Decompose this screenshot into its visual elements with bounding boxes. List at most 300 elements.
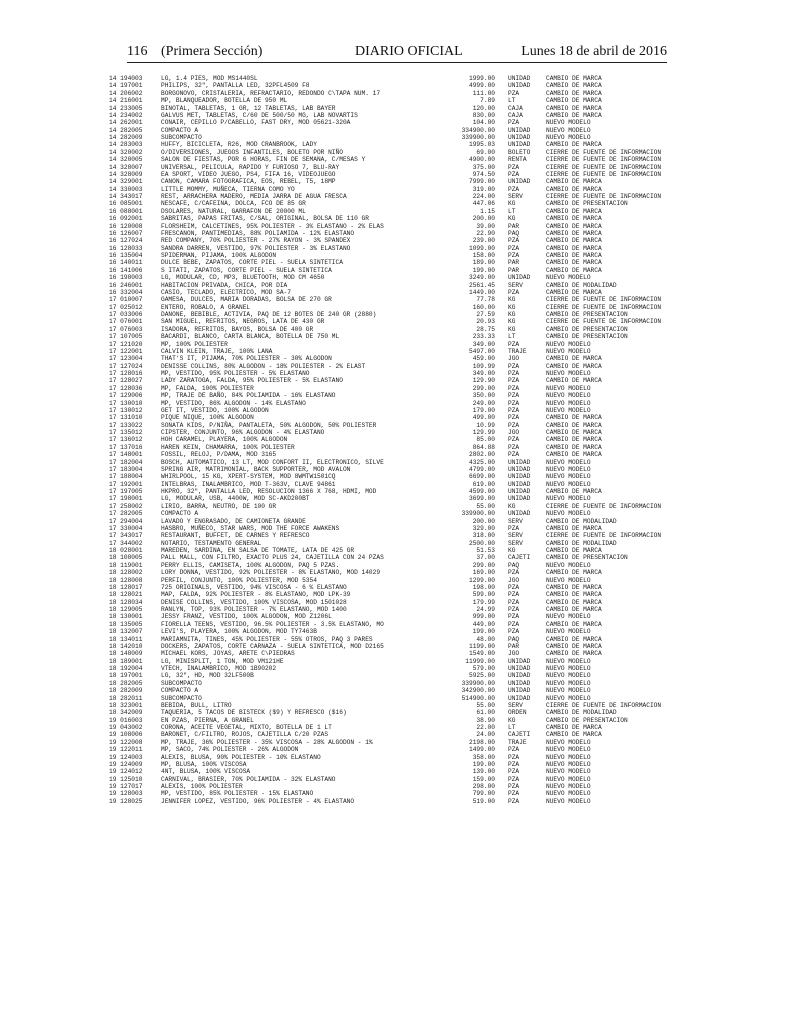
item-unit: SERV — [508, 539, 523, 547]
item-description: CIPSTER, CONJUNTO, 96% ALGODON - 4% ELASTANO — [161, 429, 325, 436]
table-row — [109, 341, 669, 348]
item-description: MP, SACO, 74% POLIESTER - 26% ALGODON — [161, 746, 299, 754]
item-price: 447.06 — [472, 200, 495, 208]
item-price: 830.00 — [472, 111, 495, 119]
item-code: 18 282009 — [109, 687, 143, 695]
item-observation: CIERRE DE FUENTE DE INFORMACION — [546, 318, 662, 326]
item-unit: PZA — [508, 163, 520, 171]
item-observation: CAMBIO DE PRESENTACION — [546, 333, 628, 341]
item-unit: KG — [508, 547, 516, 554]
item-observation: NUEVO MODELO — [546, 665, 591, 672]
item-code: 19 124012 — [109, 768, 143, 776]
item-price: 299.00 — [472, 384, 495, 392]
item-unit: PZA — [508, 620, 520, 628]
item-code: 17 033006 — [109, 311, 143, 318]
item-unit: KG — [508, 325, 516, 333]
item-observation: NUEVO MODELO — [546, 657, 591, 665]
item-price: 28.75 — [476, 325, 495, 333]
item-description: FLORSHEIM, CALCETINES, 95% POLIESTER - 3% ELASTANO - 2% ELAS — [161, 222, 384, 230]
item-code: 17 128036 — [109, 384, 143, 392]
item-description: MP, VESTIDO, 85% POLIESTER - 15% ELASTANO — [161, 790, 314, 798]
table-row — [109, 503, 669, 510]
item-observation: NUEVO MODELO — [546, 510, 591, 518]
item-code: 17 129006 — [109, 392, 143, 400]
item-observation: CAMBIO DE MARCA — [546, 591, 602, 599]
item-unit: JGO — [508, 355, 520, 363]
item-observation: NUEVO MODELO — [546, 760, 591, 768]
table-row — [109, 326, 669, 333]
item-unit: PAQ — [508, 635, 520, 643]
item-price: 233.33 — [472, 333, 495, 341]
item-price: 11999.00 — [465, 657, 495, 665]
table-row — [109, 739, 669, 746]
item-unit: UNIDAD — [508, 679, 531, 687]
item-description: HKPRO, 32", PANTALLA LED, RESOLUCION 1366 X 768, HDMI, MOD — [161, 488, 377, 495]
table-row — [109, 223, 669, 230]
table-row — [109, 466, 669, 473]
item-description: PALL MALL, CON FILTRO, EXACTO PLUS 24, CAJETILLA CON 24 PZAS — [161, 554, 384, 562]
table-row — [109, 709, 669, 716]
item-observation: CAMBIO DE MARCA — [546, 288, 602, 296]
item-code: 18 282005 — [109, 679, 143, 687]
item-unit: JGO — [508, 576, 520, 584]
table-row — [109, 259, 669, 266]
item-code: 16 140011 — [109, 259, 143, 267]
item-observation: NUEVO MODELO — [546, 458, 591, 466]
item-unit: SERV — [508, 281, 523, 289]
item-description: MAP, FALDA, 92% POLIESTER - 8% ELASTANO, MOD LPK-39 — [161, 591, 351, 599]
table-row — [109, 75, 669, 82]
item-description: ISADORA, REFRITOS, BAYOS, BOLSA DE 400 GR — [161, 325, 314, 333]
item-description: COMPACTO A — [161, 687, 199, 695]
item-price: 1999.00 — [469, 75, 495, 82]
item-price: 339900.00 — [461, 679, 495, 687]
item-description: SUBCOMPACTO — [161, 134, 202, 141]
table-row — [109, 289, 669, 296]
item-description: S ITATI, ZAPATOS, CORTE PIEL - SUELA SINTETICA — [161, 266, 332, 274]
table-row — [109, 481, 669, 488]
item-unit: PZA — [508, 392, 520, 400]
item-observation: NUEVO MODELO — [546, 768, 591, 776]
item-unit: PZA — [508, 406, 520, 414]
item-code: 18 129005 — [109, 606, 143, 613]
table-row — [109, 385, 669, 392]
item-code: 16 128033 — [109, 244, 143, 252]
item-observation: CIERRE DE FUENTE DE INFORMACION — [546, 701, 662, 709]
item-description: VTECH, INALAMBRICO, MOD 1B90202 — [161, 665, 277, 672]
item-observation: CAMBIO DE MARCA — [546, 724, 602, 731]
item-description: O/DIVERSIONES, JUEGOS INFANTILES, BOLETO POR NIÑO — [161, 148, 343, 156]
table-row — [109, 687, 669, 694]
item-unit: KG — [508, 716, 516, 724]
item-unit: UNIDAD — [508, 495, 531, 503]
table-row — [109, 82, 669, 89]
table-row — [109, 562, 669, 569]
item-description: THAT'S IT, PIJAMA, 70% POLIESTER - 30% ALGODON — [161, 355, 332, 363]
item-unit: PZA — [508, 170, 520, 178]
table-row — [109, 318, 669, 325]
item-observation: CIERRE DE FUENTE DE INFORMACION — [546, 532, 662, 540]
item-observation: NUEVO MODELO — [546, 753, 591, 761]
item-unit: PZA — [508, 119, 520, 127]
item-code: 19 128025 — [109, 797, 143, 805]
table-row — [109, 422, 669, 429]
item-observation: NUEVO MODELO — [546, 495, 591, 503]
item-unit: PZA — [508, 252, 520, 259]
item-price: 974.50 — [472, 170, 495, 178]
item-code: 17 188004 — [109, 473, 143, 481]
item-description: ENTERO, ROBALO, A GRANEL — [161, 303, 251, 311]
item-unit: CAJETI — [508, 554, 531, 562]
item-code: 17 076001 — [109, 318, 143, 326]
table-row — [109, 156, 669, 163]
item-description: ALEXIS, 100% POLIESTER — [161, 783, 243, 790]
item-description: MP, TRAJE, 36% POLIESTER - 35% VISCOSA - 28% ALGODON - 1% — [161, 738, 373, 746]
item-price: 3249.00 — [469, 274, 495, 282]
table-row — [109, 672, 669, 679]
item-observation: NUEVO MODELO — [546, 340, 591, 348]
table-row — [109, 444, 669, 451]
item-price: 159.00 — [472, 775, 495, 783]
item-price: 38.90 — [476, 716, 495, 724]
item-observation: NUEVO MODELO — [546, 392, 591, 400]
table-row — [109, 252, 669, 259]
item-code: 17 258002 — [109, 502, 143, 510]
table-row — [109, 274, 669, 281]
item-unit: KG — [508, 215, 516, 223]
item-observation: NUEVO MODELO — [546, 347, 591, 355]
item-unit: UNIDAD — [508, 665, 531, 672]
item-observation: CAMBIO DE MARCA — [546, 488, 602, 495]
item-unit: PZA — [508, 569, 520, 577]
item-code: 19 128003 — [109, 790, 143, 798]
section-label: (Primera Sección) — [161, 44, 263, 59]
item-code: 14 194003 — [109, 75, 143, 82]
item-description: MP, TRAJE DE BAÑO, 84% POLIAMIDA - 16% ELASTANO — [161, 392, 336, 400]
table-row — [109, 296, 669, 303]
item-observation: CAMBIO DE MARCA — [546, 89, 602, 97]
item-code: 17 130012 — [109, 406, 143, 414]
item-price: 499.00 — [472, 414, 495, 422]
item-observation: NUEVO MODELO — [546, 406, 591, 414]
item-code: 16 135004 — [109, 252, 143, 259]
item-code: 17 010007 — [109, 296, 143, 304]
table-row — [109, 768, 669, 775]
item-observation: CIERRE DE FUENTE DE INFORMACION — [546, 163, 662, 171]
item-unit: JGO — [508, 650, 520, 658]
item-description: SUBCOMPACTO — [161, 679, 202, 687]
item-code: 17 123004 — [109, 355, 143, 363]
item-unit: PZA — [508, 768, 520, 776]
table-row — [109, 488, 669, 495]
table-row — [109, 783, 669, 790]
item-observation: CAMBIO DE MARCA — [546, 443, 602, 451]
table-row — [109, 636, 669, 643]
item-observation: CAMBIO DE MODALIDAD — [546, 539, 617, 547]
item-observation: CAMBIO DE MARCA — [546, 355, 602, 363]
item-code: 16 126007 — [109, 229, 143, 237]
item-unit: PZA — [508, 783, 520, 790]
item-observation: CAMBIO DE MARCA — [546, 414, 602, 422]
item-unit: PZA — [508, 598, 520, 606]
item-unit: CAJA — [508, 111, 523, 119]
item-description: CASIO, TECLADO, ELECTRICO, MOD SA-7 — [161, 288, 291, 296]
item-price: 4900.00 — [469, 156, 495, 164]
item-description: SAN MIGUEL, REFRITOS, NEGROS, LATA DE 430 GR — [161, 318, 325, 326]
item-description: RED COMPANY, 70% POLIESTER - 27% RAYON - 3% SPANDEX — [161, 237, 351, 245]
table-row — [109, 355, 669, 362]
table-row — [109, 790, 669, 797]
item-code: 16 085001 — [109, 200, 143, 208]
item-description: NESCAFE, C/CAFEINA, DOLCA, FCO DE 85 GR — [161, 200, 306, 208]
item-description: CARNIVAL, BRASIER, 70% POLIAMIDA - 32% ELASTANO — [161, 775, 336, 783]
item-code: 17 137016 — [109, 443, 143, 451]
item-code: 18 128008 — [109, 576, 143, 584]
item-description: LEVI'S, PLAYERA, 100% ALGODON, MOD TY7463B — [161, 628, 317, 636]
item-price: 375.00 — [472, 163, 495, 171]
item-price: 160.00 — [472, 303, 495, 311]
item-description: HABITACION PRIVADA, CHICA, POR DIA — [161, 281, 288, 289]
item-description: HUFFY, BICICLETA, R26, MOD CRANBROOK, LADY — [161, 141, 317, 149]
item-price: 579.00 — [472, 665, 495, 672]
item-unit: UNIDAD — [508, 694, 531, 702]
item-price: 449.00 — [472, 620, 495, 628]
item-observation: NUEVO MODELO — [546, 679, 591, 687]
publication-title: DIARIO OFICIAL — [355, 44, 463, 59]
item-price: 239.00 — [472, 237, 495, 245]
item-code: 18 342009 — [109, 709, 143, 717]
table-row — [109, 178, 669, 185]
item-code: 17 183004 — [109, 465, 143, 473]
item-unit: KG — [508, 311, 516, 318]
item-description: PERFIL, CONJUNTO, 100% POLIESTER, MOD 5354 — [161, 576, 317, 584]
item-unit: UNIDAD — [508, 75, 531, 82]
item-code: 18 192004 — [109, 665, 143, 672]
table-row — [109, 141, 669, 148]
item-description: MP, BLANQUEADOR, BOTELLA DE 950 ML — [161, 97, 288, 105]
item-price: 1299.00 — [469, 576, 495, 584]
item-price: 7999.00 — [469, 178, 495, 186]
item-description: LORY DONNA, VESTIDO, 92% POLIESTER - 8% ELASTANO, MOD 14029 — [161, 569, 381, 577]
item-description: COMPACTO A — [161, 510, 199, 518]
item-unit: SERV — [508, 532, 523, 540]
table-row — [109, 650, 669, 657]
item-observation: CIERRE DE FUENTE DE INFORMACION — [546, 148, 662, 156]
item-unit: UNIDAD — [508, 480, 531, 488]
item-description: MP, 100% POLIESTER — [161, 340, 228, 348]
item-observation: NUEVO MODELO — [546, 274, 591, 282]
item-unit: UNIDAD — [508, 465, 531, 473]
item-unit: UNIDAD — [508, 657, 531, 665]
item-price: 111.00 — [472, 89, 495, 97]
item-observation: CAMBIO DE MARCA — [546, 583, 602, 591]
table-row — [109, 569, 669, 576]
item-code: 14 216001 — [109, 97, 143, 105]
item-unit: UNIDAD — [508, 510, 531, 518]
item-price: 199.00 — [472, 628, 495, 636]
table-row — [109, 540, 669, 547]
item-observation: CAMBIO DE MARCA — [546, 141, 602, 149]
item-code: 17 182004 — [109, 458, 143, 466]
item-code: 14 282005 — [109, 126, 143, 134]
item-description: LG, MODULAR, USB, 4400W, MOD SC-AKD200BT — [161, 495, 310, 503]
item-price: 349.00 — [472, 340, 495, 348]
item-description: LIRIO, BARRA, NEUTRO, DE 100 GR — [161, 502, 277, 510]
table-row — [109, 348, 669, 355]
item-price: 199.00 — [472, 266, 495, 274]
item-observation: CAMBIO DE MARCA — [546, 237, 602, 245]
item-unit: UNIDAD — [508, 178, 531, 186]
item-observation: NUEVO MODELO — [546, 687, 591, 695]
table-row — [109, 628, 669, 635]
item-unit: UNIDAD — [508, 458, 531, 466]
item-price: 39.00 — [476, 222, 495, 230]
item-description: DENISSE COLLINS, 80% ALGODON - 18% POLIESTER - 2% ELAST — [161, 362, 366, 370]
item-description: BOSCH, AUTOMATICO, 13 LT, MOD CONFORT II, ELECTRONICO, SILVE — [161, 458, 384, 466]
item-unit: PAQ — [508, 561, 520, 569]
item-observation: NUEVO MODELO — [546, 738, 591, 746]
table-row — [109, 754, 669, 761]
item-unit: PZA — [508, 760, 520, 768]
item-code: 19 124009 — [109, 760, 143, 768]
table-row — [109, 547, 669, 554]
item-observation: CAMBIO DE MARCA — [546, 266, 602, 274]
item-description: LITTLE MOMMY, MUÑECA, TIERNA COMO YO — [161, 185, 295, 193]
item-observation: CAMBIO DE MARCA — [546, 524, 602, 532]
table-row — [109, 127, 669, 134]
item-observation: NUEVO MODELO — [546, 465, 591, 473]
item-description: LADY ZARATOGA, FALDA, 95% POLIESTER - 5% ELASTANO — [161, 377, 343, 385]
item-unit: PZA — [508, 583, 520, 591]
item-description: TAQUERIA, 5 TACOS DE BISTECK ($9) Y REFRESCO ($16) — [161, 709, 347, 717]
table-row — [109, 451, 669, 458]
item-code: 18 128017 — [109, 583, 143, 591]
item-price: 48.00 — [476, 635, 495, 643]
table-row — [109, 193, 669, 200]
table-row — [109, 267, 669, 274]
item-description: DSOLARES, NATURAL, GARRAFON DE 20000 ML — [161, 207, 306, 215]
item-observation: CAMBIO DE MODALIDAD — [546, 709, 617, 717]
item-unit: UNIDAD — [508, 82, 531, 90]
item-unit: LT — [508, 207, 516, 215]
table-row — [109, 510, 669, 517]
item-observation: CIERRE DE FUENTE DE INFORMACION — [546, 156, 662, 164]
table-row — [109, 665, 669, 672]
item-observation: CAMBIO DE MARCA — [546, 362, 602, 370]
item-price: 158.00 — [472, 252, 495, 259]
item-observation: CAMBIO DE MARCA — [546, 97, 602, 105]
item-observation: CAMBIO DE MODALIDAD — [546, 281, 617, 289]
item-price: 200.00 — [472, 517, 495, 525]
item-price: 459.00 — [472, 355, 495, 363]
item-code: 19 127017 — [109, 783, 143, 790]
item-description: LG, 1.4 PIES, MOD MS1440SL — [161, 75, 258, 82]
item-description: SUBCOMPACTO — [161, 694, 202, 702]
table-row — [109, 532, 669, 539]
item-unit: KG — [508, 200, 516, 208]
item-unit: PZA — [508, 362, 520, 370]
item-unit: PZA — [508, 288, 520, 296]
table-row — [109, 695, 669, 702]
item-description: CALVIN KLEIN, TRAJE, 100% LANA — [161, 347, 273, 355]
item-description: COMPACTO A — [161, 126, 199, 134]
item-price: 5497.00 — [469, 347, 495, 355]
item-unit: PZA — [508, 414, 520, 422]
item-code: 18 135005 — [109, 620, 143, 628]
item-description: DULCE BEBE, ZAPATOS, CORTE PIEL - SUELA SINTETICA — [161, 259, 343, 267]
item-code: 14 282009 — [109, 134, 143, 141]
item-code: 18 282011 — [109, 694, 143, 702]
item-price: 599.00 — [472, 591, 495, 599]
item-unit: PZA — [508, 524, 520, 532]
table-row — [109, 171, 669, 178]
table-row — [109, 377, 669, 384]
table-row — [109, 208, 669, 215]
item-code: 14 320002 — [109, 148, 143, 156]
item-description: JESSY FRANZ, VESTIDO, 100% ALGODON, MOD Z1206L — [161, 613, 332, 621]
item-price: 2198.00 — [469, 738, 495, 746]
item-description: HAREN KEIN, CHAMARRA, 100% POLIESTER — [161, 443, 295, 451]
table-row — [109, 584, 669, 591]
item-code: 17 135012 — [109, 429, 143, 436]
item-price: 179.00 — [472, 406, 495, 414]
item-observation: CAMBIO DE MARCA — [546, 215, 602, 223]
item-code: 18 148009 — [109, 650, 143, 658]
item-code: 17 197005 — [109, 488, 143, 495]
item-observation: CAMBIO DE MODALIDAD — [546, 517, 617, 525]
item-observation: NUEVO MODELO — [546, 119, 591, 127]
item-unit: SERV — [508, 193, 523, 200]
item-unit: CAJETI — [508, 731, 531, 739]
item-unit: PZA — [508, 753, 520, 761]
item-price: 334900.00 — [461, 126, 495, 134]
table-row — [109, 311, 669, 318]
item-price: 224.00 — [472, 193, 495, 200]
table-row — [109, 643, 669, 650]
table-row — [109, 112, 669, 119]
item-description: SPIDERMAN, PIJAMA, 100% ALGODON — [161, 252, 277, 259]
item-price: 4599.00 — [469, 488, 495, 495]
table-row — [109, 554, 669, 561]
item-price: 199.00 — [472, 760, 495, 768]
item-observation: NUEVO MODELO — [546, 790, 591, 798]
item-code: 17 076003 — [109, 325, 143, 333]
item-unit: PZA — [508, 451, 520, 459]
item-price: 298.00 — [472, 783, 495, 790]
item-code: 19 108006 — [109, 731, 143, 739]
item-code: 14 206002 — [109, 89, 143, 97]
item-code: 18 119001 — [109, 561, 143, 569]
item-price: 1549.00 — [469, 650, 495, 658]
item-code: 17 130010 — [109, 399, 143, 407]
item-price: 619.00 — [472, 480, 495, 488]
item-observation: CAMBIO DE MARCA — [546, 75, 602, 82]
item-unit: PAQ — [508, 229, 520, 237]
item-description: JENNIFER LOPEZ, VESTIDO, 96% POLIESTER - 4% ELASTANO — [161, 797, 355, 805]
item-code: 16 332004 — [109, 288, 143, 296]
item-description: HASBRO, MUÑECO, STAR WARS, MOD THE FORCE AWAKENS — [161, 524, 340, 532]
item-observation: CAMBIO DE MARCA — [546, 207, 602, 215]
table-row — [109, 333, 669, 340]
item-unit: TRAJE — [508, 738, 527, 746]
item-observation: NUEVO MODELO — [546, 672, 591, 680]
table-row — [109, 164, 669, 171]
item-unit: PZA — [508, 370, 520, 377]
item-price: 1099.00 — [469, 244, 495, 252]
item-description: INTELBRAS, INALAMBRICO, MOD T-363V, CLAVE 94861 — [161, 480, 336, 488]
item-description: LG, MINISPLIT, 1 TON, MOD VM121HE — [161, 657, 284, 665]
item-observation: CAMBIO DE MARCA — [546, 569, 602, 577]
